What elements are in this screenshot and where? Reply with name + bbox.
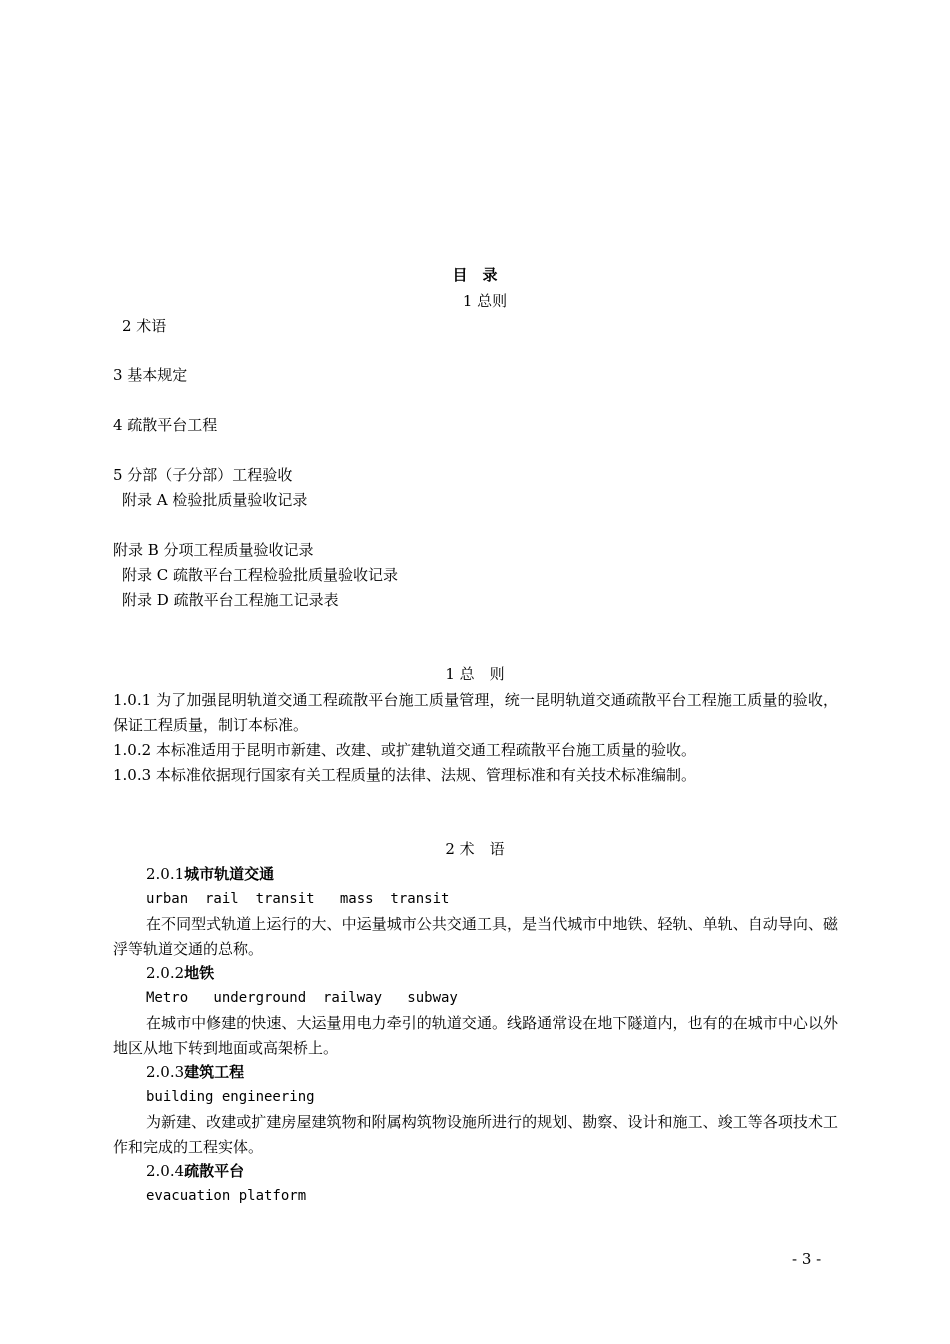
chapter2-heading: 2 术 语 [445,840,505,858]
term-name: 城市轨道交通 [184,865,275,883]
term-2-0-3-english: building engineering [146,1089,315,1105]
term-2-0-4-title [146,1160,244,1182]
toc-item-evacuation-platform: 4 疏散平台工程 [113,416,218,434]
clause-1-0-2: 1.0.2 本标准适用于昆明市新建、改建、或扩建轨道交通工程疏散平台施工质量的验收。 [113,741,696,759]
toc-item-appendix-c: 附录 C 疏散平台工程检验批质量验收记录 [122,566,399,584]
term-2-0-2-definition: 在城市中修建的快速、大运量用电力牵引的轨道交通。线路通常设在地下隧道内，也有的在城市中心以外地区从地下转到地面或高架桥上。 [113,1014,838,1057]
toc-item-general: 1 总则 [462,292,508,310]
toc-item-appendix-d: 附录 D 疏散平台工程施工记录表 [122,591,339,609]
term-2-0-1-english: urban rail transit mass transit [146,891,450,907]
term-2-0-2-title [146,962,214,984]
term-number: 2.0.1 [146,865,185,883]
term-2-0-2-english: Metro underground railway subway [146,990,458,1006]
term-2-0-1-definition: 在不同型式轨道上运行的大、中运量城市公共交通工具，是当代城市中地铁、轻轨、单轨、自动导向、磁浮等轨道交通的总称。 [113,915,838,958]
toc-item-appendix-a: 附录 A 检验批质量验收记录 [122,491,308,509]
term-2-0-3-title [146,1061,244,1083]
term-number: 2.0.4 [146,1162,185,1180]
toc-title: 目 录 [452,266,498,284]
term-2-0-3-definition: 为新建、改建或扩建房屋建筑物和附属构筑物设施所进行的规划、勘察、设计和施工、竣工等各项技术工作和完成的工程实体。 [113,1113,838,1156]
chapter1-heading: 1 总 则 [445,665,505,683]
toc-item-appendix-b: 附录 B 分项工程质量验收记录 [113,541,314,559]
term-2-0-4-english: evacuation platform [146,1188,307,1204]
term-number: 2.0.3 [146,1063,185,1081]
clause-1-0-3: 1.0.3 本标准依据现行国家有关工程质量的法律、法规、管理标准和有关技术标准编制。 [113,766,696,784]
term-number: 2.0.2 [146,964,185,982]
term-name: 地铁 [184,964,215,982]
term-name: 疏散平台 [184,1162,245,1180]
term-name: 建筑工程 [184,1063,245,1081]
toc-item-terms: 2 术语 [122,317,167,335]
term-2-0-1-title [146,863,274,885]
clause-1-0-1: 1.0.1 为了加强昆明轨道交通工程疏散平台施工质量管理，统一昆明轨道交通疏散平台工程施工质量的验收，保证工程质量，制订本标准。 [113,691,838,734]
toc-item-acceptance: 5 分部（子分部）工程验收 [113,466,293,484]
toc-item-basic-rules: 3 基本规定 [113,366,188,384]
page-number: - 3 - [792,1250,822,1268]
